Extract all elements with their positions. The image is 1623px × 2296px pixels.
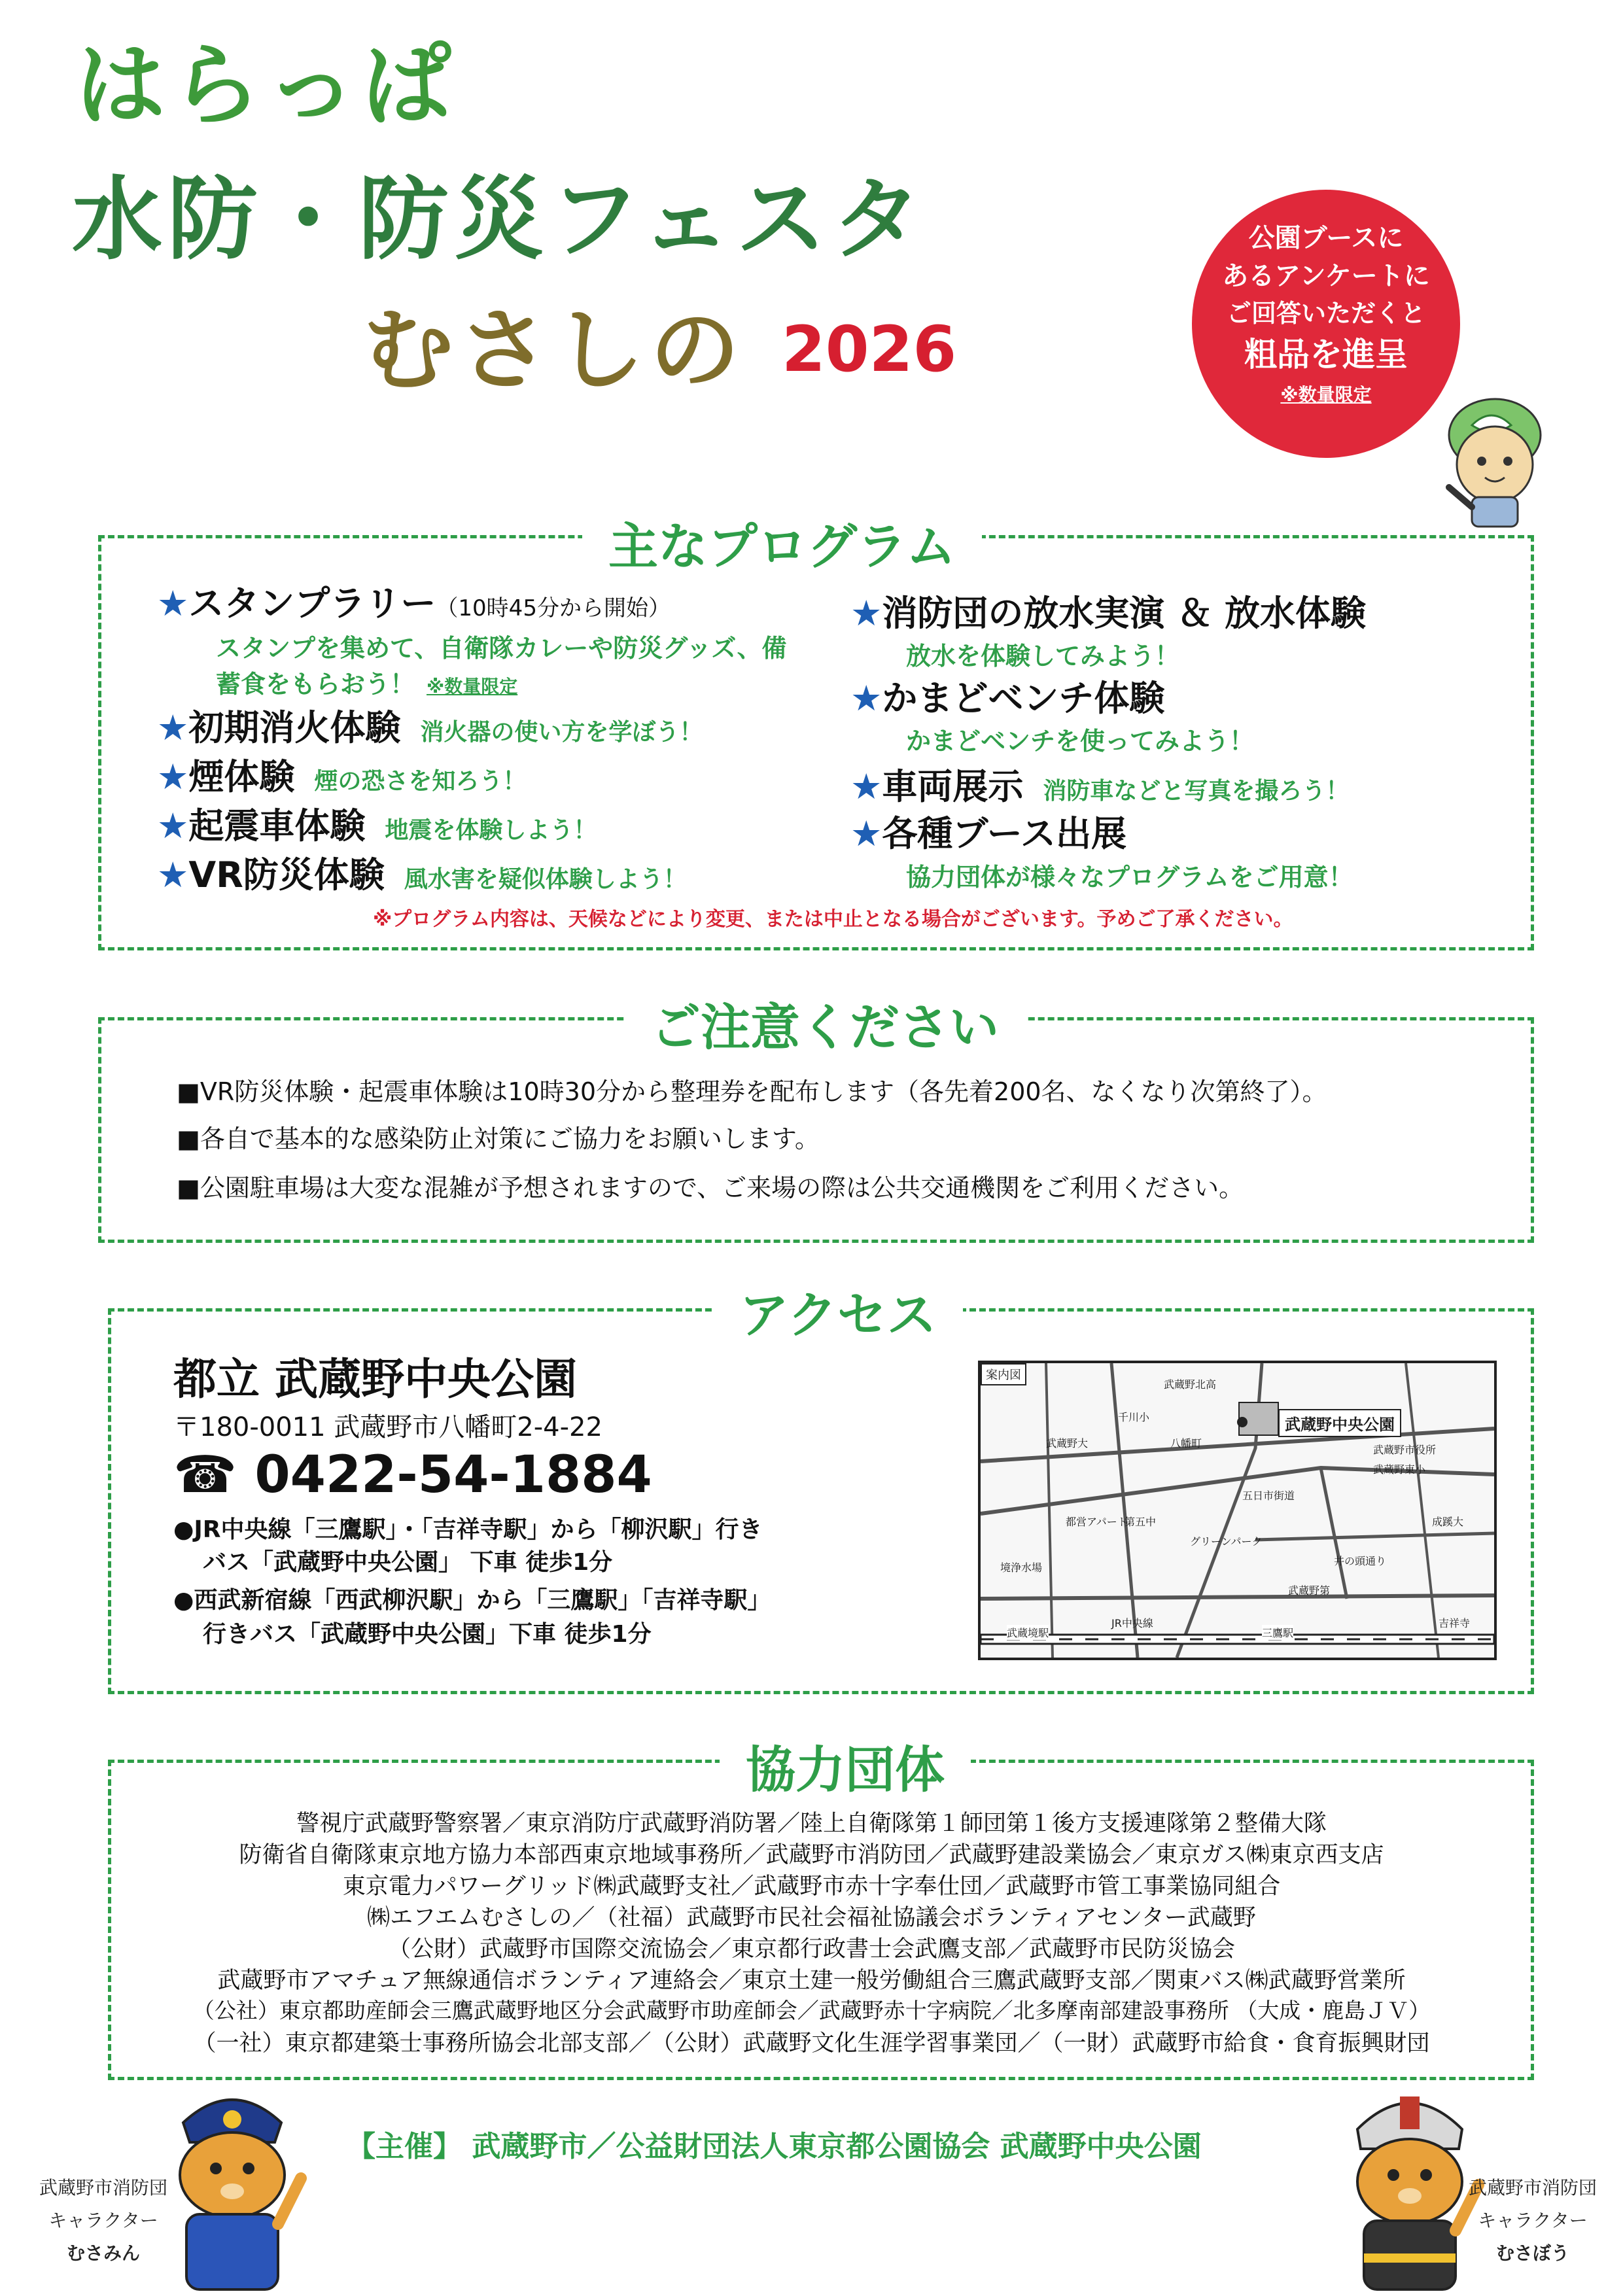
access-heading: アクセス bbox=[713, 1276, 963, 1347]
map-label: 境浄水場 bbox=[1000, 1561, 1043, 1574]
program-desc: 消火器の使い方を学ぼう！ bbox=[420, 719, 703, 746]
program-smoke bbox=[157, 749, 526, 799]
map-roads bbox=[981, 1363, 1494, 1658]
star-icon: ★ bbox=[157, 756, 189, 797]
notices-heading: ご注意ください bbox=[625, 988, 1025, 1059]
map-label: 成蹊大 bbox=[1432, 1516, 1464, 1528]
caption-line: 武蔵野市消防団 bbox=[1469, 2177, 1597, 2199]
route-1-line-2: バス「武蔵野中央公園」 下車 徒歩1分 bbox=[203, 1549, 613, 1576]
programs-heading: 主なプログラム bbox=[582, 507, 982, 578]
map-station: 三鷹駅 bbox=[1262, 1625, 1293, 1640]
star-icon: ★ bbox=[850, 766, 882, 807]
program-name: VR防災体験 bbox=[188, 854, 385, 896]
star-icon: ★ bbox=[157, 707, 189, 748]
program-desc: 地震を体験しよう！ bbox=[385, 817, 597, 844]
program-name: かまどベンチ体験 bbox=[882, 678, 1165, 719]
star-icon: ★ bbox=[850, 813, 882, 854]
stamp-note: ※数量限定 bbox=[427, 676, 518, 697]
route-2-line-2: 行きバス「武蔵野中央公園」下車 徒歩1分 bbox=[203, 1621, 652, 1648]
program-stamp-rally bbox=[157, 576, 671, 626]
musamin-caption bbox=[39, 2172, 167, 2270]
promo-note: ※数量限定 bbox=[1280, 384, 1372, 406]
stamp-desc-text: 蓄食をもらおう！ bbox=[216, 670, 415, 699]
program-kamado bbox=[850, 670, 1164, 721]
star-icon: ★ bbox=[850, 678, 882, 719]
coop-line: （公財）武蔵野市国際交流協会／東京都行政書士会武鷹支部／武蔵野市民防災協会 bbox=[387, 1936, 1235, 1962]
map-label: 都営アパート bbox=[1066, 1516, 1128, 1528]
phone-row bbox=[173, 1446, 652, 1505]
star-icon: ★ bbox=[157, 583, 189, 624]
program-name: スタンプラリー bbox=[188, 583, 436, 624]
caption-line: キャラクター bbox=[48, 2210, 158, 2231]
map-label: 武蔵野北高 bbox=[1164, 1378, 1217, 1391]
title-line-1: はらっぱ bbox=[75, 33, 458, 138]
map-label: 第五中 bbox=[1125, 1516, 1157, 1528]
musabou-character-illustration bbox=[1335, 2083, 1485, 2293]
coop-line: ㈱エフエムむさしの／（社福）武蔵野市民社会福祉協議会ボランティアセンター武蔵野 bbox=[367, 1905, 1256, 1931]
title-line-3: むさしの bbox=[363, 298, 746, 403]
map-title: 案内図 bbox=[981, 1363, 1026, 1385]
promo-line-3: ご回答いただくと bbox=[1226, 299, 1425, 328]
mascot-leaf-illustration bbox=[1400, 379, 1570, 536]
star-icon: ★ bbox=[850, 593, 882, 634]
program-desc: 煙の恐さを知ろう！ bbox=[314, 768, 527, 795]
caption-name: むさぼう bbox=[1496, 2242, 1570, 2264]
caption-name: むさみん bbox=[67, 2242, 141, 2264]
booths-desc: 協力団体が様々なプログラムをご用意！ bbox=[906, 863, 1353, 892]
water-spray-desc: 放水を体験してみよう！ bbox=[906, 642, 1180, 670]
map-label: 武蔵野第 bbox=[1288, 1584, 1331, 1597]
program-time: （10時45分から開始） bbox=[436, 595, 671, 621]
map-label: 八幡町 bbox=[1170, 1437, 1202, 1450]
coop-line: 東京電力パワーグリッド㈱武蔵野支社／武蔵野市赤十字奉仕団／武蔵野市管工事業協同組合 bbox=[342, 1873, 1281, 1900]
musamin-character-illustration bbox=[157, 2083, 307, 2293]
star-icon: ★ bbox=[157, 805, 189, 846]
promo-line-2: あるアンケートに bbox=[1222, 261, 1430, 291]
coop-line: 武蔵野市アマチュア無線通信ボランティア連絡会／東京土建一般労働組合三鷹武蔵野支部／関東バス㈱武蔵野営業所 bbox=[217, 1968, 1406, 1994]
map-label: 千川小 bbox=[1118, 1411, 1150, 1423]
notice-item-1: ■VR防災体験・起震車体験は10時30分から整理券を配布します（各先着200名、なくなり次第終了）。 bbox=[177, 1077, 1327, 1106]
map-label: 武蔵野大 bbox=[1046, 1437, 1089, 1450]
phone-icon: ☎ bbox=[173, 1446, 237, 1505]
coop-line: （公社）東京都助産師会三鷹武蔵野地区分会武蔵野市助産師会／武蔵野赤十字病院／北多摩南部建設事務所 （大成・鹿島ＪＶ） bbox=[192, 1998, 1431, 2023]
map-label: 吉祥寺 bbox=[1439, 1617, 1471, 1629]
notice-item-2: ■各自で基本的な感染防止対策にご協力をお願いします。 bbox=[177, 1124, 820, 1153]
park-address: 〒180-0011 武蔵野市八幡町2-4-22 bbox=[173, 1412, 602, 1442]
caption-line: キャラクター bbox=[1478, 2210, 1588, 2231]
program-vehicle bbox=[850, 759, 1349, 809]
musabou-caption bbox=[1469, 2172, 1597, 2270]
access-map bbox=[978, 1361, 1497, 1660]
cooperators-heading: 協力団体 bbox=[720, 1730, 971, 1801]
star-icon: ★ bbox=[157, 854, 189, 896]
map-label: 五日市街道 bbox=[1242, 1489, 1295, 1502]
program-name: 各種ブース出展 bbox=[882, 813, 1127, 854]
program-name: 煙体験 bbox=[188, 756, 295, 797]
program-desc: 風水害を疑似体験しよう！ bbox=[404, 866, 687, 893]
title-line-2: 水防・防災フェスタ bbox=[72, 167, 928, 272]
notice-item-3: ■公園駐車場は大変な混雑が予想されますので、ご来場の際は公共交通機関をご利用ください。 bbox=[177, 1174, 1244, 1202]
program-fire-extinguish bbox=[157, 700, 703, 750]
promo-line-1: 公園ブースに bbox=[1248, 223, 1404, 253]
map-station: 武蔵境駅 bbox=[1007, 1625, 1049, 1640]
phone-number[interactable]: 0422-54-1884 bbox=[254, 1446, 652, 1505]
coop-line: 防衛省自衛隊東京地方協力本部西東京地域事務所／武蔵野市消防団／武蔵野建設業協会／東京ガス㈱東京西支店 bbox=[239, 1842, 1384, 1868]
program-name: 消防団の放水実演 ＆ 放水体験 bbox=[882, 593, 1367, 634]
program-vr bbox=[157, 847, 687, 897]
route-1-line-1: ●JR中央線「三鷹駅」・「吉祥寺駅」から「柳沢駅」行き bbox=[173, 1516, 763, 1543]
program-name: 車両展示 bbox=[882, 766, 1024, 807]
organizer: 【主催】 武蔵野市／公益財団法人東京都公園協会 武蔵野中央公園 bbox=[347, 2130, 1202, 2163]
kamado-desc: かまどベンチを使ってみよう！ bbox=[906, 727, 1255, 756]
map-label: 武蔵野市役所 bbox=[1373, 1444, 1437, 1456]
caption-line: 武蔵野市消防団 bbox=[39, 2177, 168, 2199]
program-water-spray bbox=[850, 585, 1366, 636]
program-earthquake bbox=[157, 798, 597, 848]
route-2-line-1: ●西武新宿線「西武柳沢駅」から「三鷹駅」「吉祥寺駅」 bbox=[173, 1587, 771, 1614]
stamp-desc-line-1: スタンプを集めて、自衛隊カレーや防災グッズ、備 bbox=[216, 634, 787, 663]
map-park-label: 武蔵野中央公園 bbox=[1278, 1409, 1401, 1437]
coop-line: （一社）東京都建築士事務所協会北部支部／（公財）武蔵野文化生涯学習事業団／（一財）武蔵野市給食・食育振興財団 bbox=[193, 2030, 1430, 2057]
stamp-desc-line-2 bbox=[216, 664, 517, 700]
promo-line-4: 粗品を進呈 bbox=[1244, 336, 1408, 374]
park-name: 都立 武蔵野中央公園 bbox=[173, 1354, 577, 1404]
coop-line: 警視庁武蔵野警察署／東京消防庁武蔵野消防署／陸上自衛隊第１師団第１後方支援連隊第２整備大隊 bbox=[296, 1811, 1327, 1837]
program-desc: 消防車などと写真を撮ろう！ bbox=[1043, 778, 1350, 805]
map-label: JR中央線 bbox=[1111, 1617, 1153, 1629]
map-label: 武蔵野東小 bbox=[1373, 1463, 1426, 1476]
program-name: 起震車体験 bbox=[188, 805, 366, 846]
map-label: 井の頭通り bbox=[1334, 1555, 1387, 1567]
program-footnote: ※プログラム内容は、天候などにより変更、または中止となる場合がございます。予めご了承ください。 bbox=[373, 908, 1293, 931]
title-year: 2026 bbox=[782, 313, 957, 386]
program-booths bbox=[850, 806, 1126, 856]
program-name: 初期消火体験 bbox=[188, 707, 401, 748]
map-label: グリーンパーク bbox=[1190, 1535, 1263, 1548]
